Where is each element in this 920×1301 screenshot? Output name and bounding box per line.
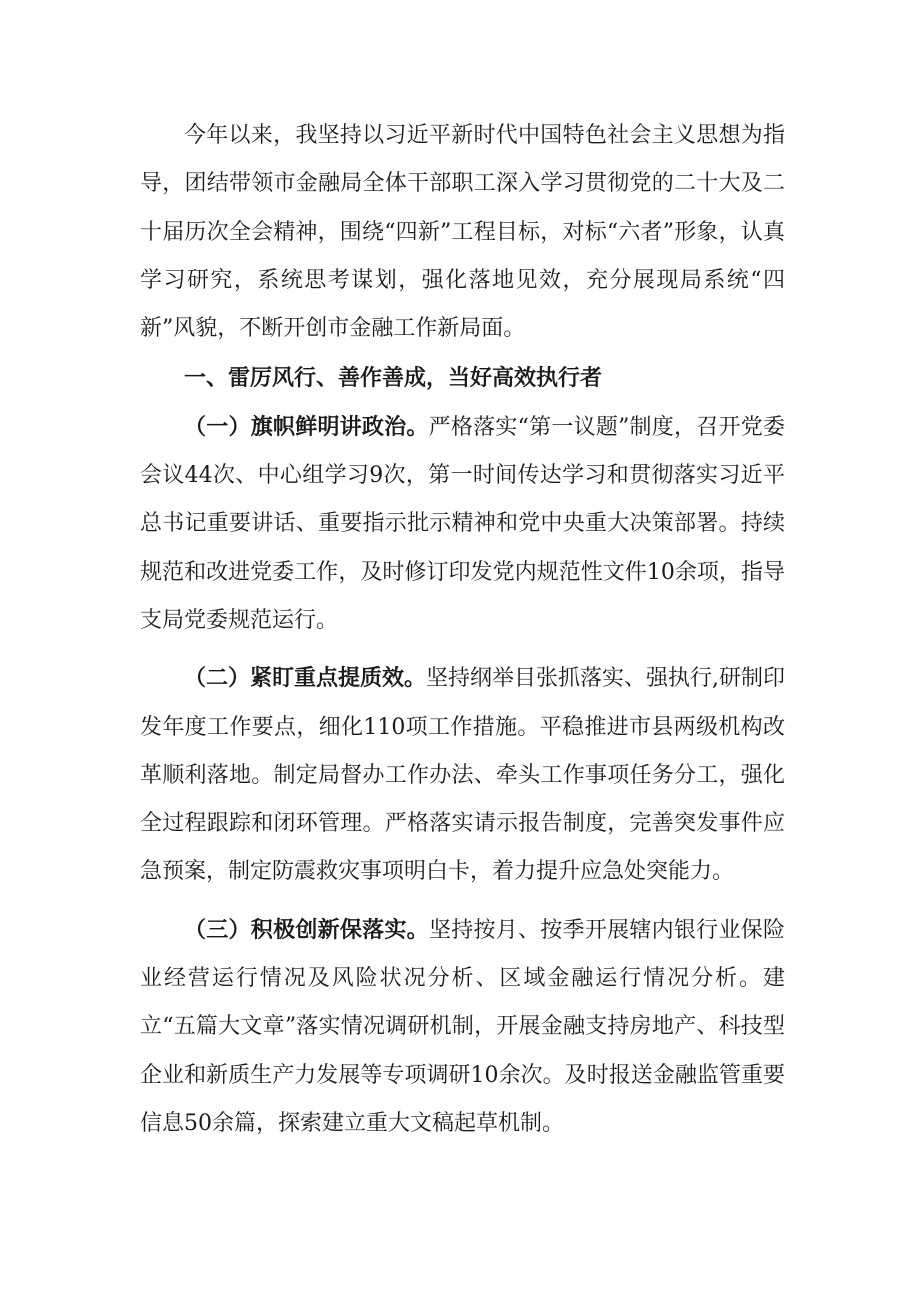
item-body-3: 坚持按月、按季开展辖内银行业保险业经营运行情况及风险状况分析、区域金融运行情况分析。建立“五篇大文章”落实情况调研机制，开展金融支持房地产、科技型企业和新质生产力发展等专项调研10余次。及时报送金融监管重要信息50余篇，探索建立重大文稿起草机制。 <box>140 917 785 1136</box>
item-body-2: 坚持纲举目张抓落实、强执行,研制印发年度工作要点，细化110项工作措施。平稳推进市县两级机构改革顺利落地。制定局督办工作办法、牵头工作事项任务分工，强化全过程跟踪和闭环管理。严格落实请示报告制度，完善突发事件应急预案，制定防震救灾事项明白卡，着力提升应急处突能力。 <box>140 666 786 885</box>
item-lead-3: （三）积极创新保落实。 <box>184 917 429 943</box>
item-body-1: 严格落实“第一议题”制度，召开党委会议44次、中心组学习9次，第一时间传达学习和贯彻落实习近平总书记重要讲话、重要指示批示精神和党中央重大决策部署。持续规范和改进党委工作，及时修订印发党内规范性文件10余项，指导支局党委规范运行。 <box>140 414 785 633</box>
intro-paragraph: 今年以来，我坚持以习近平新时代中国特色社会主义思想为指导，团结带领市金融局全体干部职工深入学习贯彻党的二十大及二十届历次全会精神，围绕“四新”工程目标，对标“六者”形象，认真学习研究，系统思考谋划，强化落地见效，充分展现局系统“四新”风貌，不断开创市金融工作新局面。 <box>140 123 785 342</box>
section-heading: 一、雷厉风行、善作善成，当好高效执行者 <box>184 366 603 392</box>
item-paragraph-1 <box>140 404 785 645</box>
document-body <box>140 112 785 1148</box>
item-lead-2: （二）紧盯重点提质效。 <box>184 666 427 692</box>
item-paragraph-3 <box>140 907 785 1148</box>
item-paragraph-2 <box>140 655 785 896</box>
item-lead-1: （一）旗帜鲜明讲政治。 <box>184 414 429 440</box>
